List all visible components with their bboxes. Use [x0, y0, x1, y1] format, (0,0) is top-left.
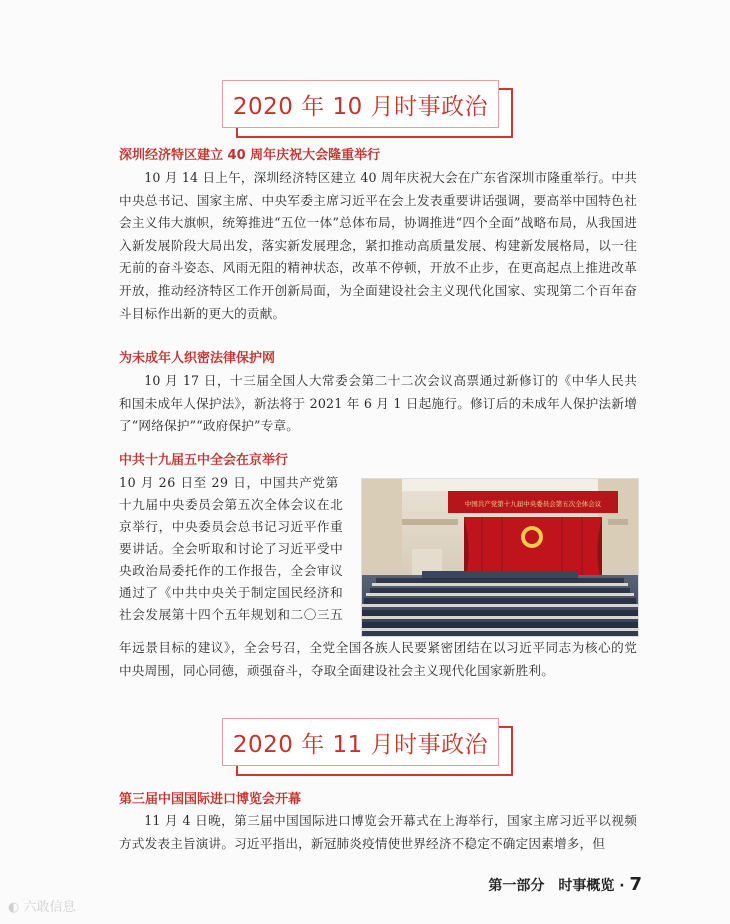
header-box — [222, 80, 499, 128]
watermark-logo-icon: ◐ — [8, 900, 20, 915]
page-footer — [488, 874, 642, 895]
section-header-october — [222, 80, 507, 132]
article-body-line: 央政治局委托作的工作报告，全会审议 — [119, 563, 344, 578]
article-body-line: 10 月 26 日至 29 日，中国共产党第 — [119, 475, 339, 490]
article-body: 10 月 17 日，十三届全国人大常委会第二十二次会议高票通过新修订的《中华人民共和国未成年人保护法》，新法将于 2021 年 6 月 1 日起施行。修订后的未成年人保护法新增了“网络保护”“政府保护”专章。 — [119, 373, 637, 434]
footer-section-label: 第一部分 时事概览 · — [488, 878, 625, 894]
article-body-line: 通过了《中共中央关于制定国民经济和 — [119, 585, 344, 600]
article-body: 11 月 4 日晚，第三届中国国际进口博览会开幕式在上海举行，国家主席习近平以视频方式发表主旨演讲。习近平指出，新冠肺炎疫情使世界经济不稳定不确定因素增多，但 — [119, 813, 637, 851]
article-body-line: 要讲话。全会听取和讨论了习近平受中 — [119, 541, 344, 556]
article-body: 10 月 14 日上午，深圳经济特区建立 40 周年庆祝大会在广东省深圳市隆重举行。中共中央总书记、国家主席、中央军委主席习近平在会上发表重要讲话强调，要高举中国特色社会主义伟大旗帜，统筹推进“五位一体”总体布局，协调推进“四个全面”战略布局，从我国进入新发展阶段大局出发，落实新发展理念，紧扣推动高质量发展、构建新发展格局，以一往无前的奋斗姿态、风雨无阻的精神状态，改革不停顿，开放不止步，在更高起点上推进改革开放，推动经济特区工作开创新局面，为全面建设社会主义现代化国家、实现第二个百年奋斗目标作出新的更大的贡献。 — [119, 170, 637, 321]
header-box — [222, 718, 499, 766]
section-header-november — [222, 718, 507, 770]
plenary-session-photo — [361, 478, 639, 637]
watermark — [8, 896, 76, 915]
article-heading: 深圳经济特区建立 40 周年庆祝大会隆重举行 — [119, 148, 381, 163]
article-heading: 为未成年人织密法律保护网 — [119, 351, 276, 366]
article-body-line: 社会发展第十四个五年规划和二〇三五 — [119, 607, 344, 622]
watermark-text: 六敢信息 — [23, 900, 76, 915]
article-heading: 中共十九届五中全会在京举行 — [119, 453, 289, 468]
section-title: 2020 年 10 月时事政治 — [232, 93, 489, 120]
article-body-continued: 年远景目标的建议》，全会号召，全党全国各族人民要紧密团结在以习近平同志为核心的党中央周围，同心同德，顽强奋斗，夺取全面建设社会主义现代化国家新胜利。 — [119, 640, 637, 678]
page-number: 7 — [629, 874, 642, 895]
article-body-line: 京举行，中央委员会总书记习近平作重 — [119, 519, 344, 534]
photo-banner-text: 中国共产党第十九届中央委员会第五次全体会议 — [464, 500, 602, 508]
article-body-line: 十九届中央委员会第五次全体会议在北 — [119, 497, 344, 512]
article-heading: 第三届中国国际进口博览会开幕 — [119, 792, 302, 807]
section-title: 2020 年 11 月时事政治 — [232, 731, 489, 758]
